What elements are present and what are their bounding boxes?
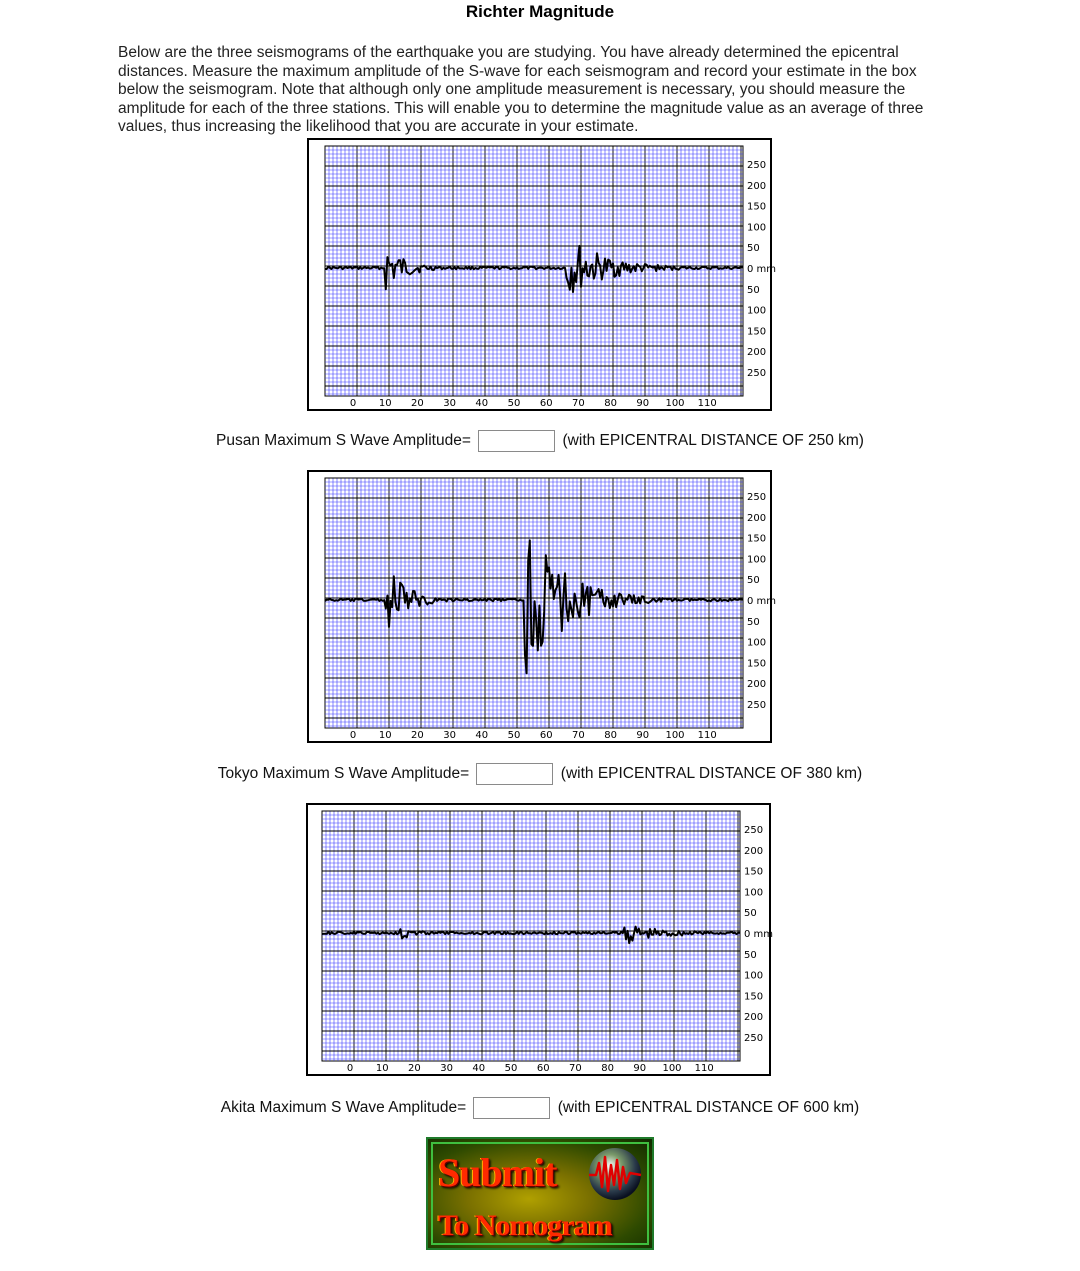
x-tick-label: 20: [408, 1063, 421, 1074]
distance-note-akita: (with EPICENTRAL DISTANCE OF 600 km): [557, 1099, 860, 1117]
x-tick-label: 50: [507, 730, 521, 741]
distance-note-pusan: (with EPICENTRAL DISTANCE OF 250 km): [562, 432, 864, 450]
y-tick-label: 50: [747, 284, 760, 296]
y-tick-label: 200: [747, 180, 767, 192]
seismogram-tokyo-chart: [309, 472, 777, 741]
seismogram-x-ticks: [347, 1063, 714, 1074]
x-tick-label: 20: [411, 398, 424, 409]
x-tick-label: 60: [536, 1063, 550, 1074]
x-tick-label: 0: [346, 1063, 354, 1074]
y-tick-label: 200: [744, 1012, 764, 1024]
y-tick-label: 250: [747, 160, 767, 171]
x-tick-label: 100: [665, 730, 685, 741]
x-tick-label: 20: [411, 730, 424, 741]
x-tick-label: 10: [378, 730, 392, 741]
y-tick-label: 50: [747, 243, 760, 255]
x-tick-label: 100: [662, 1063, 682, 1074]
seismogram-y-ticks: [747, 492, 776, 711]
seismogram-grid: [322, 811, 740, 1061]
y-tick-label: 200: [747, 347, 767, 359]
seismogram-x-ticks: [350, 398, 717, 409]
y-tick-label: 200: [747, 512, 767, 524]
amplitude-row-akita: [0, 1097, 1080, 1119]
y-tick-label: 100: [744, 970, 764, 982]
x-tick-label: 90: [633, 1063, 647, 1074]
y-tick-label: 150: [747, 326, 767, 338]
y-tick-label: 200: [744, 845, 764, 857]
x-tick-label: 80: [604, 730, 617, 741]
x-tick-label: 30: [443, 730, 456, 741]
amplitude-label-akita: Akita Maximum S Wave Amplitude=: [220, 1099, 467, 1117]
y-tick-label: 150: [744, 991, 764, 1003]
amplitude-label-tokyo: Tokyo Maximum S Wave Amplitude=: [217, 765, 470, 783]
seismogram-tokyo: [307, 470, 777, 743]
y-tick-label: 250: [747, 700, 767, 711]
amplitude-input-akita[interactable]: [473, 1097, 550, 1119]
y-tick-label: 150: [747, 201, 767, 213]
x-tick-label: 30: [440, 1063, 453, 1074]
x-tick-label: 70: [572, 398, 585, 409]
y-tick-label: 50: [747, 575, 760, 587]
x-tick-label: 50: [504, 1063, 518, 1074]
seismogram-pusan-chart: [309, 140, 777, 409]
globe-seismograph-icon: [586, 1145, 644, 1203]
x-tick-label: 90: [636, 398, 650, 409]
page-title: Richter Magnitude: [465, 2, 615, 21]
x-tick-label: 110: [697, 730, 717, 741]
x-tick-label: 90: [636, 730, 650, 741]
seismogram-akita: [306, 803, 774, 1076]
y-tick-label: 0 mm: [747, 264, 777, 275]
amplitude-row-pusan: [0, 430, 1080, 452]
x-tick-label: 50: [507, 398, 521, 409]
x-tick-label: 30: [443, 398, 456, 409]
y-tick-label: 150: [744, 866, 764, 878]
x-tick-label: 40: [475, 398, 489, 409]
x-tick-label: 40: [475, 730, 489, 741]
submit-button-line1: Submit: [438, 1150, 557, 1195]
seismogram-y-ticks: [747, 160, 776, 379]
y-tick-label: 250: [747, 492, 767, 503]
submit-to-nomogram-button[interactable]: [426, 1137, 654, 1250]
y-tick-label: 100: [747, 554, 767, 566]
amplitude-input-tokyo[interactable]: [476, 763, 553, 785]
y-tick-label: 250: [744, 825, 764, 836]
y-tick-label: 150: [747, 533, 767, 545]
x-tick-label: 10: [375, 1063, 389, 1074]
amplitude-input-pusan[interactable]: [478, 430, 555, 452]
amplitude-label-pusan: Pusan Maximum S Wave Amplitude=: [216, 432, 471, 450]
y-tick-label: 50: [744, 949, 757, 961]
y-tick-label: 0 mm: [747, 596, 777, 607]
submit-button-line2: To Nomogram: [438, 1209, 612, 1242]
seismogram-y-ticks: [744, 825, 773, 1044]
y-tick-label: 100: [747, 305, 767, 317]
x-tick-label: 60: [539, 398, 553, 409]
distance-note-tokyo: (with EPICENTRAL DISTANCE OF 380 km): [560, 765, 863, 783]
x-tick-label: 110: [694, 1063, 714, 1074]
x-tick-label: 0: [349, 730, 357, 741]
seismogram-x-ticks: [350, 730, 717, 741]
y-tick-label: 150: [747, 658, 767, 670]
y-tick-label: 0 mm: [744, 929, 774, 940]
y-tick-label: 50: [744, 908, 757, 920]
seismogram-akita-chart: [308, 805, 774, 1076]
amplitude-row-tokyo: [0, 763, 1080, 785]
x-tick-label: 60: [539, 730, 553, 741]
seismogram-pusan: [307, 138, 777, 411]
x-tick-label: 40: [472, 1063, 486, 1074]
x-tick-label: 100: [665, 398, 685, 409]
x-tick-label: 80: [604, 398, 617, 409]
x-tick-label: 70: [569, 1063, 582, 1074]
intro-paragraph: Below are the three seismograms of the earthquake you are studying. You have already determined the epicentral distances. Measure the maximum amplitude of the S-wave for each seismogram and record your estimate in the box below the seismogram. Note that although only one amplitude measurement is necessary, you should measure the amplitude for each of the three stations. This will enable you to determine the magnitude value as an average of three values, thus increasing the likelihood that you are accurate in your estimate.: [118, 44, 924, 136]
x-tick-label: 70: [572, 730, 585, 741]
y-tick-label: 100: [744, 887, 764, 899]
x-tick-label: 0: [349, 398, 357, 409]
y-tick-label: 250: [744, 1033, 764, 1044]
x-tick-label: 80: [601, 1063, 614, 1074]
x-tick-label: 10: [378, 398, 392, 409]
y-tick-label: 50: [747, 616, 760, 628]
x-tick-label: 110: [697, 398, 717, 409]
y-tick-label: 200: [747, 679, 767, 691]
y-tick-label: 250: [747, 368, 767, 379]
y-tick-label: 100: [747, 637, 767, 649]
y-tick-label: 100: [747, 222, 767, 234]
